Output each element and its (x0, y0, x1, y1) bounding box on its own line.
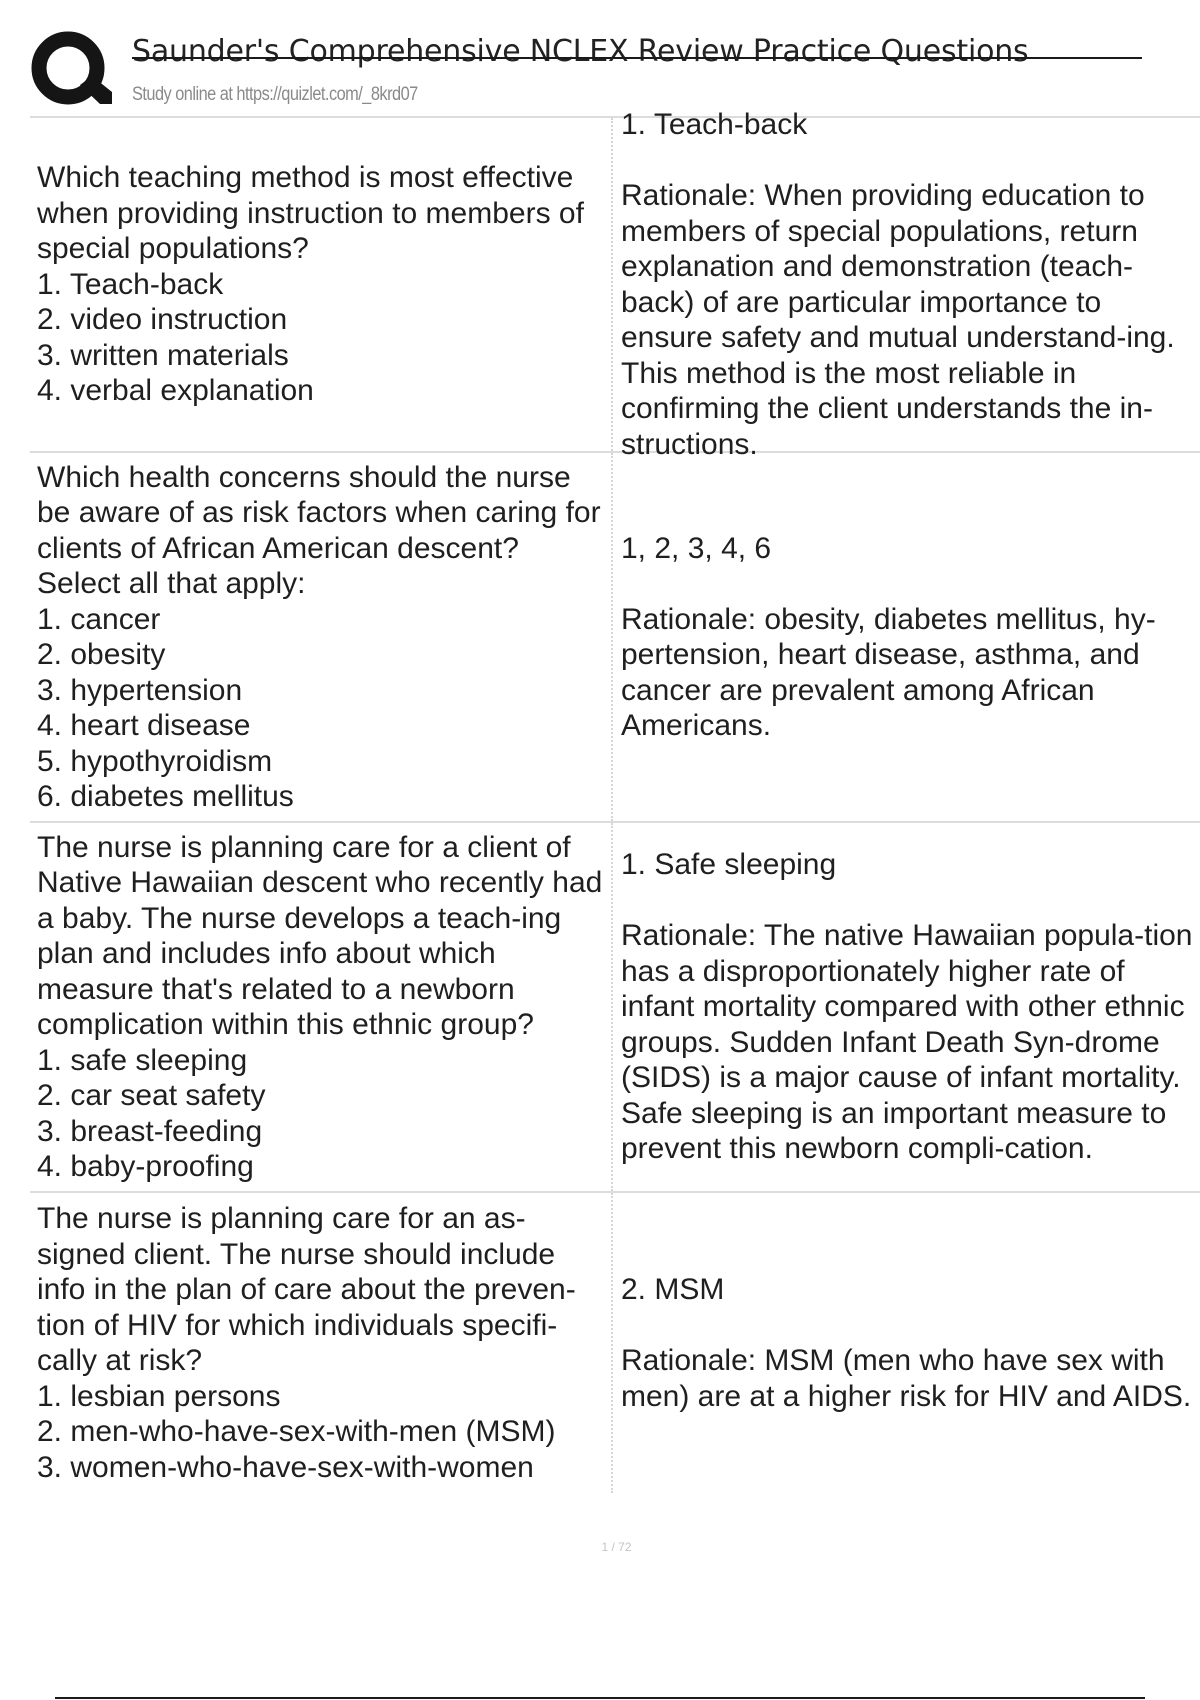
study-online-link[interactable]: Study online at https://quizlet.com/_8krd07 (132, 84, 418, 105)
flashcard-list (30, 108, 1200, 1493)
flashcard (30, 1193, 1200, 1493)
card-question: Which teaching method is most effective when providing instruction to members of special populations? 1. Teach-back 2. video instruction 3. written materials 4. verbal explanation (30, 118, 613, 451)
footer-rule (55, 1697, 1145, 1699)
document-title: Saunder's Comprehensive NCLEX Review Practice Questions (132, 34, 1029, 69)
card-question: The nurse is planning care for a client of Native Hawaiian descent who recently had a baby. The nurse develops a teach-ing plan and includes info about which measure that's related to a newborn complication within this ethnic group? 1. safe sleeping 2. car seat safety 3. breast-feeding 4. baby-proofing (30, 823, 613, 1191)
card-question: The nurse is planning care for an as-signed client. The nurse should include info in the plan of care about the preven-tion of HIV for which individuals specifi-cally at risk? 1. lesbian persons 2. men-who-have-sex-with-men (MSM) 3. women-who-have-sex-with-women (30, 1193, 613, 1493)
card-answer: 2. MSM Rationale: MSM (men who have sex with men) are at a higher risk for HIV and AIDS. (621, 1273, 1192, 1413)
quizlet-q-icon (30, 30, 112, 112)
flashcard (30, 108, 1200, 461)
card-answer: 1. Teach-back Rationale: When providing education to members of special populations, return explanation and demonstration (teach-back) of are particular importance to ensure safety and mutual understand-ing. This method is the most reliable in confirming the client understands the in-structions. (621, 108, 1175, 461)
card-answer: 1, 2, 3, 4, 6 Rationale: obesity, diabetes mellitus, hy-pertension, heart disease, asthma, and cancer are prevalent among African Americans. (621, 531, 1156, 742)
page-number: 1 / 72 (601, 1540, 632, 1554)
card-answer: 1. Safe sleeping Rationale: The native Hawaiian popula-tion has a disproportionately higher rate of infant mortality compared with other ethnic groups. Sudden Infant Death Syn-drome (SIDS) is a major cause of infant mortality. Safe sleeping is an important measure to prevent this newborn compli-cation. (621, 848, 1193, 1166)
card-question: Which health concerns should the nurse be aware of as risk factors when caring for clients of African American descent? Select all that apply: 1. cancer 2. obesity 3. hypertension 4. heart disease 5. hypothyroidism 6. diabetes mellitus (30, 453, 613, 821)
page-header (0, 0, 1200, 116)
flashcard (30, 453, 1200, 823)
flashcard (30, 823, 1200, 1193)
title-strike-rule (132, 57, 1142, 59)
